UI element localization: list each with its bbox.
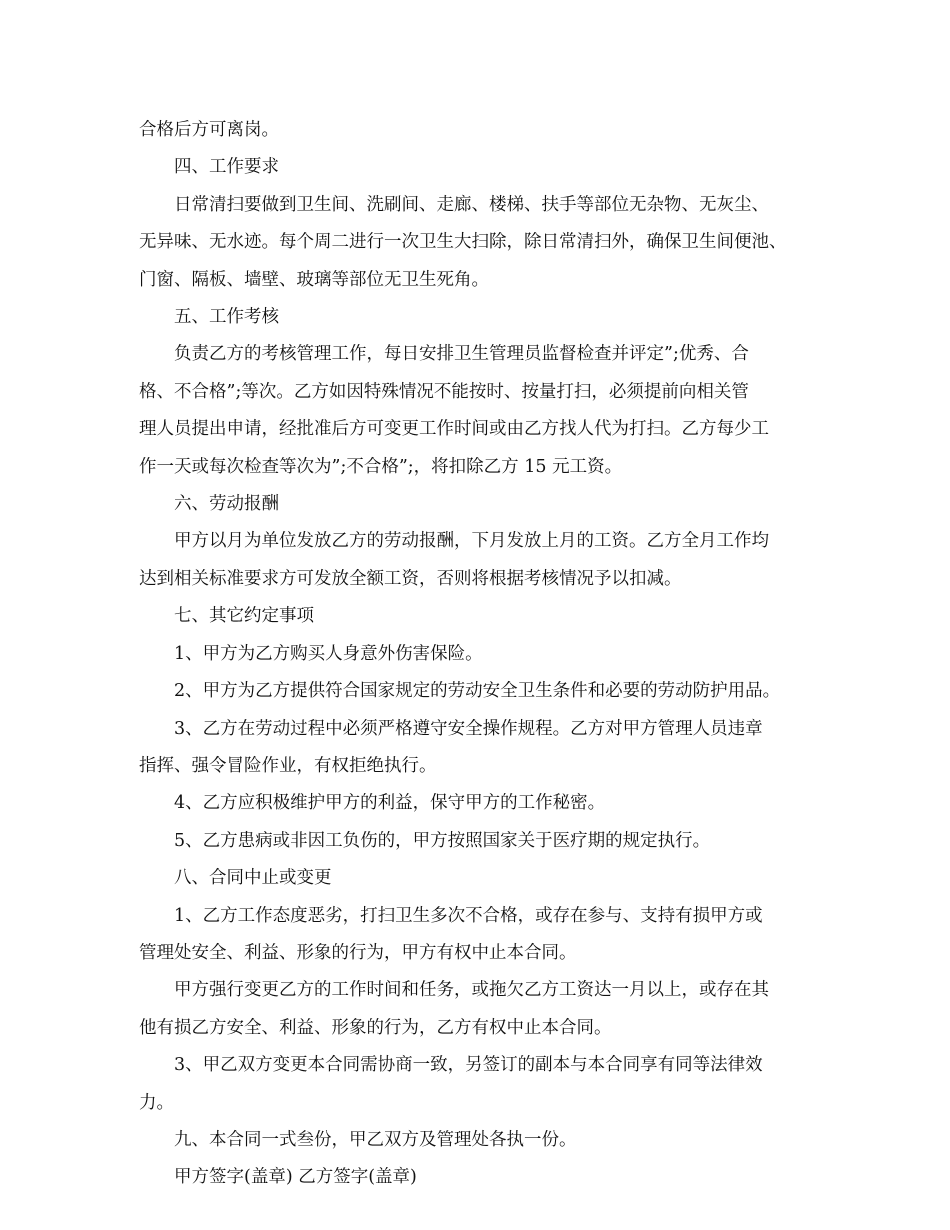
paragraph-remuneration: 甲方以月为单位发放乙方的劳动报酬，下月发放上月的工资。乙方全月工作均 达到相关标准要求方可发放全额工资，否则将根据考核情况予以扣减。 [139,531,769,589]
list-item-8-1: 1、乙方工作态度恶劣，打扫卫生多次不合格，或存在参与、支持有损甲方或 管理处安全、利益、形象的行为，甲方有权中止本合同。 [139,905,763,963]
paragraph-continuation: 合格后方可离岗。 [139,120,279,140]
section-heading-9: 九、本合同一式叁份，甲乙双方及管理处各执一份。 [174,1129,577,1150]
section-heading-5: 五、工作考核 [174,307,279,328]
paragraph-assessment: 负责乙方的考核管理工作，每日安排卫生管理员监督检查并评定”;优秀、合 格、不合格”;等次。乙方如因特殊情况不能按时、按量打扫，必须提前向相关管 理人员提出申请，经批准后方可变更工作时间或由乙方找人代为打扫。乙方每少工 作一天或每次检查等次为”;不合格”;，将扣除乙方 15 元工资。 [139,344,769,477]
section-heading-6: 六、劳动报酬 [174,494,279,515]
list-item-8-2: 甲方强行变更乙方的工作时间和任务，或拖欠乙方工资达一月以上，或存在其 他有损乙方安全、利益、形象的行为，乙方有权中止本合同。 [139,980,769,1038]
section-heading-4: 四、工作要求 [174,157,279,178]
list-item-7-4: 4、乙方应积极维护甲方的利益，保守甲方的工作秘密。 [174,793,606,814]
signature-line: 甲方签字(盖章) 乙方签字(盖章) [174,1167,417,1188]
paragraph-work-requirements: 日常清扫要做到卫生间、洗刷间、走廊、楼梯、扶手等部位无杂物、无灰尘、 无异味、无水迹。每个周二进行一次卫生大扫除，除日常清扫外，确保卫生间便池、 门窗、隔板、墙壁、玻璃等部位无卫生死角。 [139,194,787,290]
section-heading-8: 八、合同中止或变更 [174,868,332,889]
list-item-7-5: 5、乙方患病或非因工负伤的，甲方按照国家关于医疗期的规定执行。 [174,830,711,851]
list-item-8-3: 3、甲乙双方变更本合同需协商一致，另签订的副本与本合同享有同等法律效 力。 [139,1055,763,1113]
list-item-7-3: 3、乙方在劳动过程中必须严格遵守安全操作规程。乙方对甲方管理人员违章 指挥、强令冒险作业，有权拒绝执行。 [139,718,763,776]
document-body [139,112,829,1197]
list-item-7-2: 2、甲方为乙方提供符合国家规定的劳动安全卫生条件和必要的劳动防护用品。 [174,681,781,702]
list-item-7-1: 1、甲方为乙方购买人身意外伤害保险。 [174,643,483,664]
section-heading-7: 七、其它约定事项 [174,606,314,627]
